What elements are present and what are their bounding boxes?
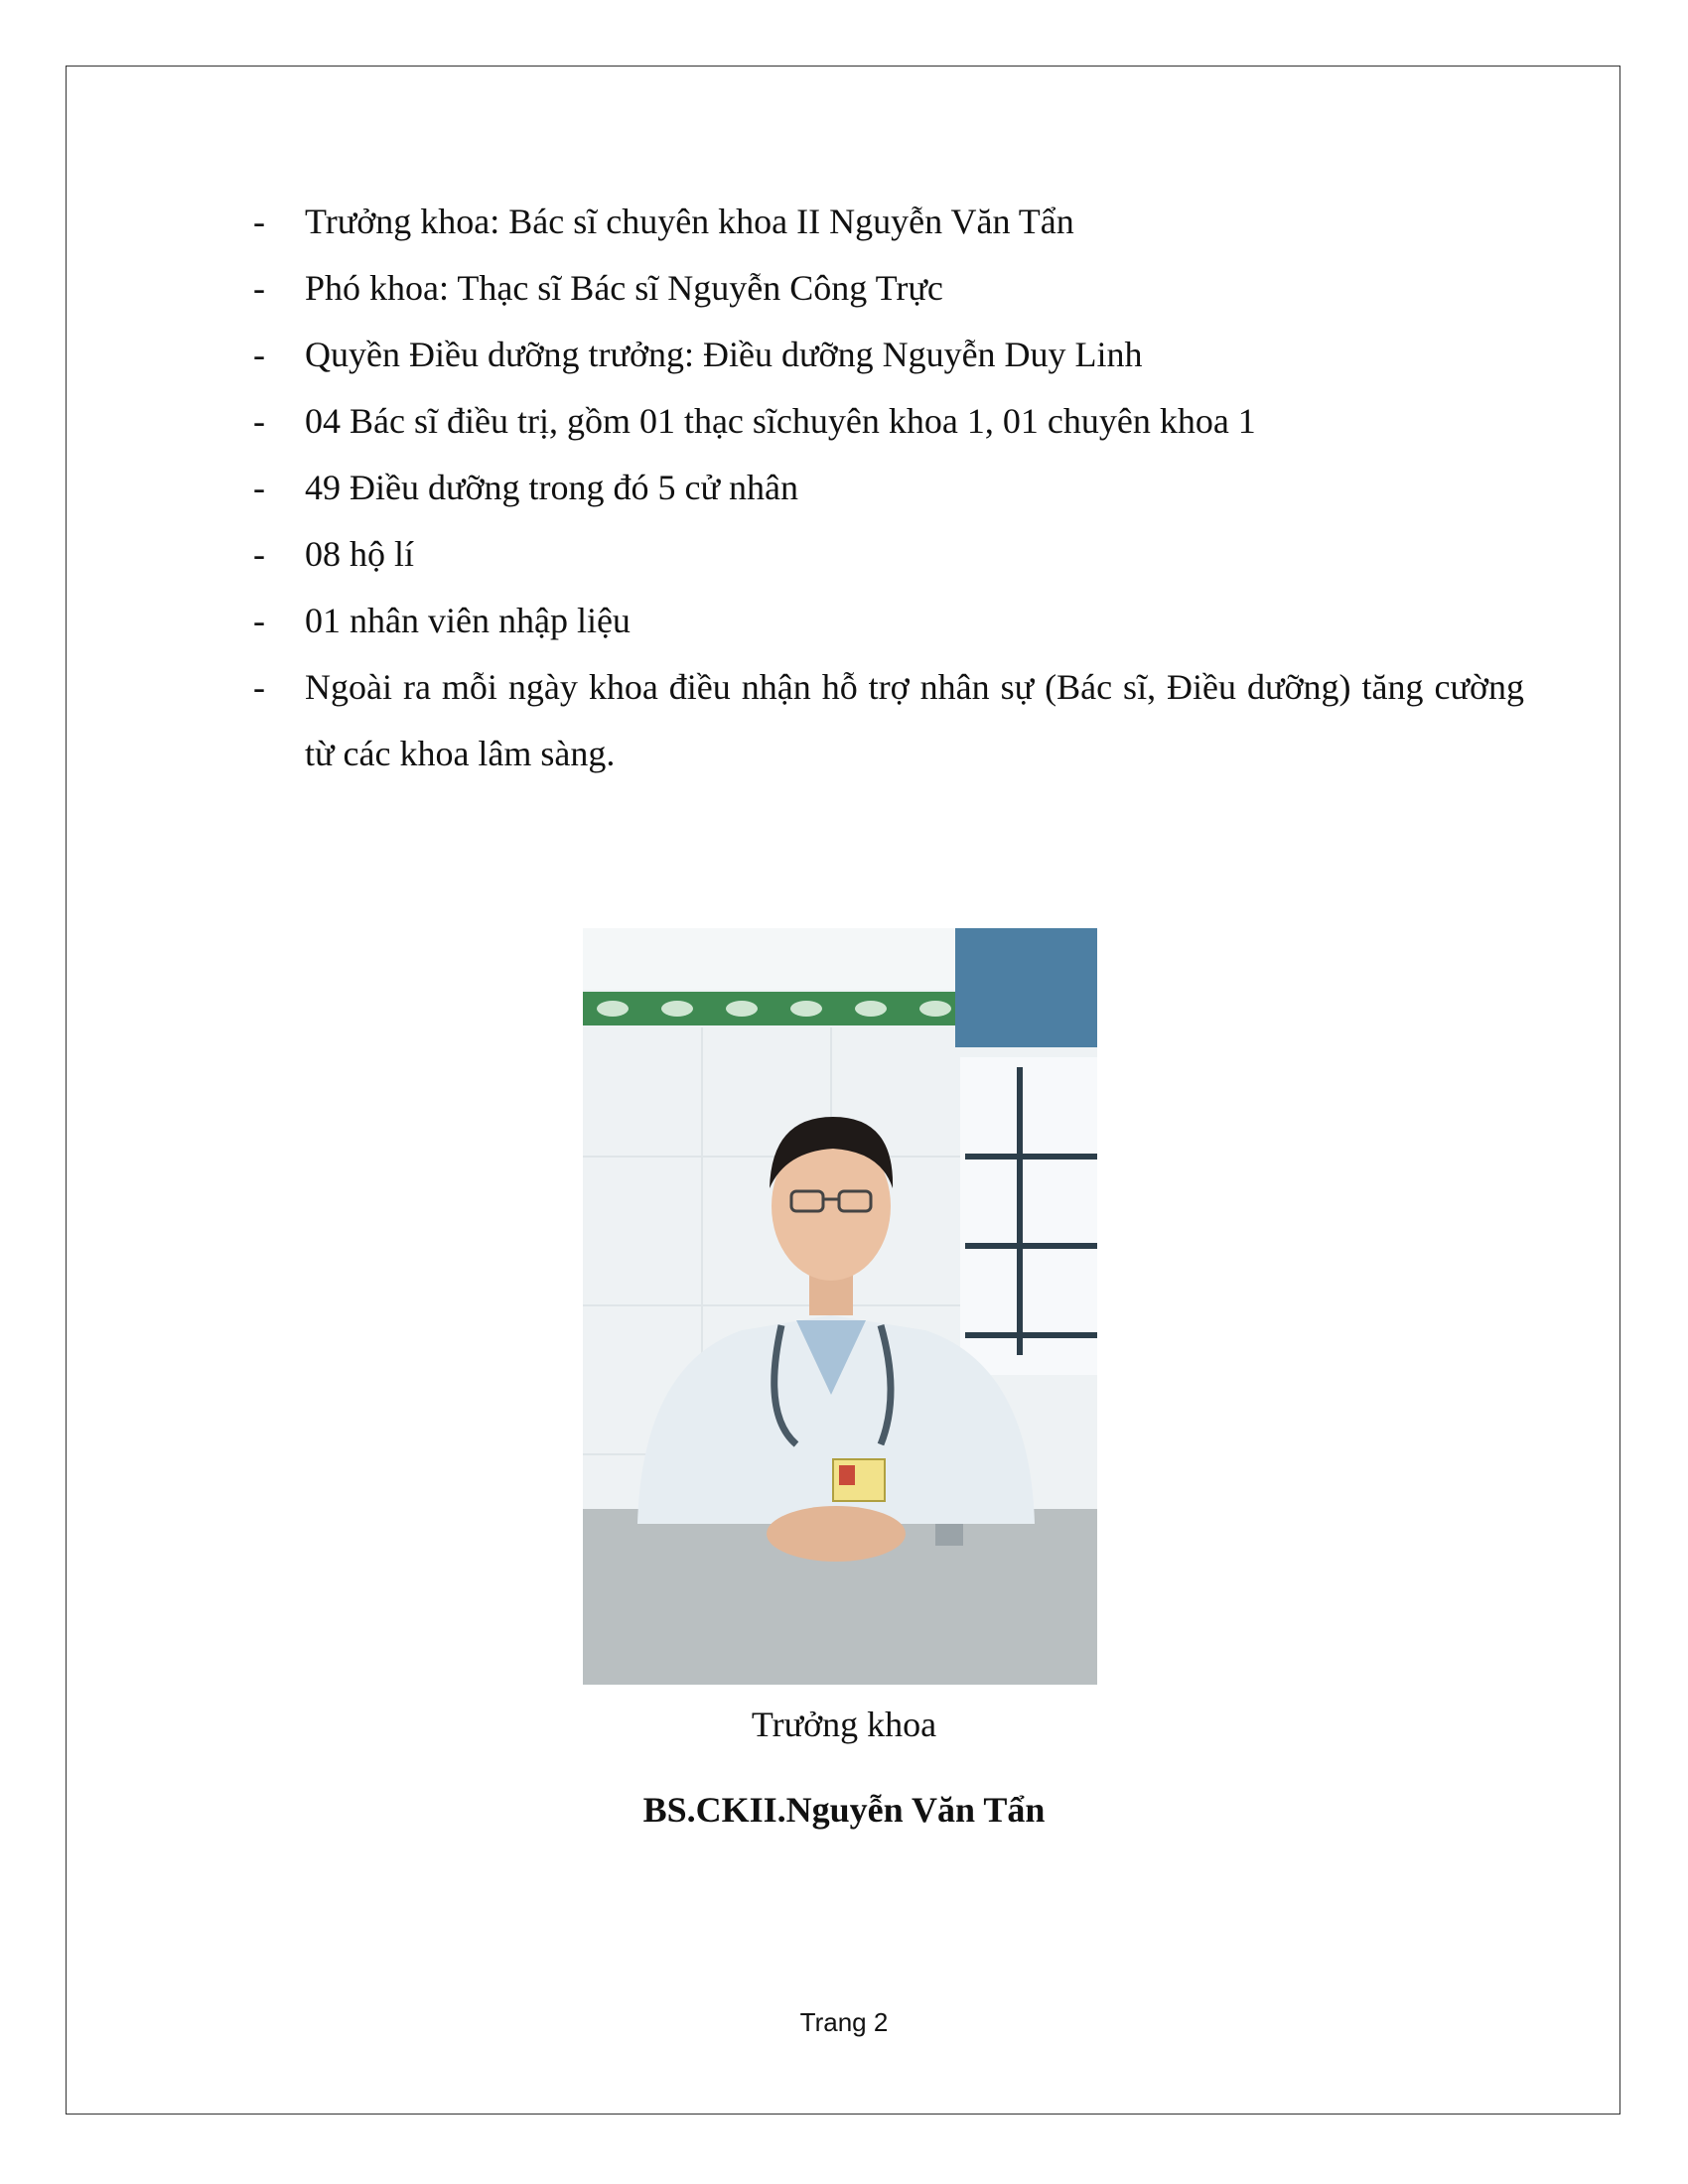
bullet-dash: - (253, 335, 265, 374)
list-item: - 49 Điều dưỡng trong đó 5 cử nhân (253, 455, 1524, 521)
bullet-dash: - (253, 401, 265, 441)
bullet-dash: - (253, 468, 265, 507)
staff-list (253, 189, 1524, 787)
list-item: - Ngoài ra mỗi ngày khoa điều nhận hỗ trợ nhân sự (Bác sĩ, Điều dưỡng) tăng cường từ các khoa lâm sàng. (253, 654, 1524, 787)
bullet-dash: - (253, 601, 265, 640)
portrait-illustration (583, 928, 1097, 1685)
bullet-dash: - (253, 202, 265, 241)
department-head-photo (583, 928, 1097, 1685)
bullet-dash: - (253, 268, 265, 308)
bullet-dash: - (253, 667, 265, 707)
list-item: - Quyền Điều dưỡng trưởng: Điều dưỡng Nguyễn Duy Linh (253, 322, 1524, 388)
page-number: Trang 2 (799, 2007, 889, 2037)
list-item: - 01 nhân viên nhập liệu (253, 588, 1524, 654)
list-item: - 04 Bác sĩ điều trị, gồm 01 thạc sĩchuyên khoa 1, 01 chuyên khoa 1 (253, 388, 1524, 455)
list-item: - Phó khoa: Thạc sĩ Bác sĩ Nguyễn Công Trực (253, 255, 1524, 322)
list-item: - Trưởng khoa: Bác sĩ chuyên khoa II Nguyễn Văn Tẩn (253, 189, 1524, 255)
photo-caption-name: BS.CKII.Nguyễn Văn Tẩn (642, 1790, 1046, 1830)
list-item: - 08 hộ lí (253, 521, 1524, 588)
bullet-dash: - (253, 534, 265, 574)
photo-caption-role: Trưởng khoa (751, 1705, 937, 1744)
